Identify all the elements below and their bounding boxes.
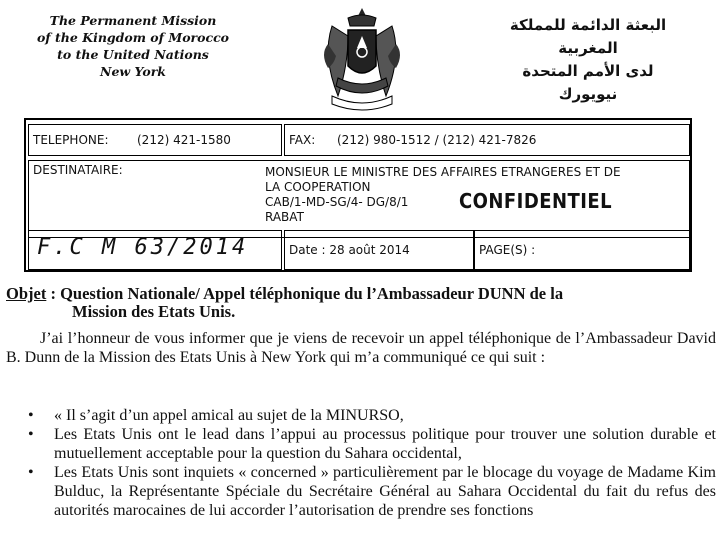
letterhead-line: New York [100, 64, 166, 79]
letterhead-line: لدى الأمم المتحدة [522, 62, 654, 80]
reference-cell [28, 230, 282, 270]
bullet-list [26, 406, 716, 520]
pages-label: PAGE(S) : [479, 243, 536, 257]
subject-line-2: Mission des Etats Unis. [72, 302, 236, 321]
letterhead-french [28, 12, 238, 80]
list-item: • « Il s’agit d’un appel amical au sujet de la MINURSO, [26, 406, 716, 425]
date-cell [284, 230, 474, 270]
body-paragraph-text: J’ai l’honneur de vous informer que je viens de recevoir un appel téléphonique de l’Ambassadeur David B. Dunn de la Mission des Etats Unis à New York qui m’a communiqué ce qui suit : [6, 330, 716, 366]
fax-label: FAX: [289, 133, 316, 147]
letterhead-line: البعثة الدائمة للمملكة المغربية [509, 16, 667, 57]
recipient-line: MONSIEUR LE MINISTRE DES AFFAIRES ETRANGERES ET DE [265, 165, 621, 179]
fax-value: (212) 980-1512 / (212) 421-7826 [337, 133, 537, 147]
subject-label: Objet [6, 284, 47, 303]
letterhead-line: نيويورك [558, 85, 618, 103]
subject-line-1: : Question Nationale/ Appel téléphonique du l’Ambassadeur DUNN de la [46, 284, 564, 303]
recipient-line: LA COOPERATION [265, 180, 371, 194]
date-text: Date : 28 août 2014 [289, 243, 410, 257]
recipient-cell [28, 160, 690, 238]
list-item: • Les Etats Unis sont inquiets « concerned » particulièrement par le blocage du voyage de Madame Kim Bulduc, la Représentante Spéciale du Secrétaire Général au Sahara Occidental du fait du refus des autorités marocaines de lui accorder l’autorisation de prendre ses fonctions [26, 463, 716, 520]
fax-cell [284, 124, 690, 156]
telephone-value: (212) 421-1580 [137, 133, 231, 147]
telephone-label: TELEPHONE: [33, 133, 109, 147]
letterhead-line: of the Kingdom of Morocco [36, 30, 230, 45]
header-box [24, 118, 692, 272]
letterhead-line: The Permanent Mission [49, 13, 217, 28]
recipient-line: CAB/1-MD-SG/4- DG/8/1 [265, 195, 409, 209]
list-item: • Les Etats Unis ont le lead dans l’appui au processus politique pour trouver une solution durable et mutuellement acceptable pour la question du Sahara occidental, [26, 425, 716, 463]
pages-cell [474, 230, 690, 270]
subject-heading [6, 285, 716, 321]
recipient-line: RABAT [265, 210, 304, 224]
confidential-stamp: CONFIDENTIEL [459, 189, 613, 213]
letterhead-arabic [478, 14, 698, 106]
recipient-label: DESTINATAIRE: [33, 163, 123, 177]
telephone-cell [28, 124, 282, 156]
handwritten-reference: F.C M 63/2014 [37, 235, 249, 260]
letterhead-line: to the United Nations [57, 47, 209, 62]
coat-of-arms-icon [318, 4, 406, 112]
body-paragraph [6, 329, 716, 367]
